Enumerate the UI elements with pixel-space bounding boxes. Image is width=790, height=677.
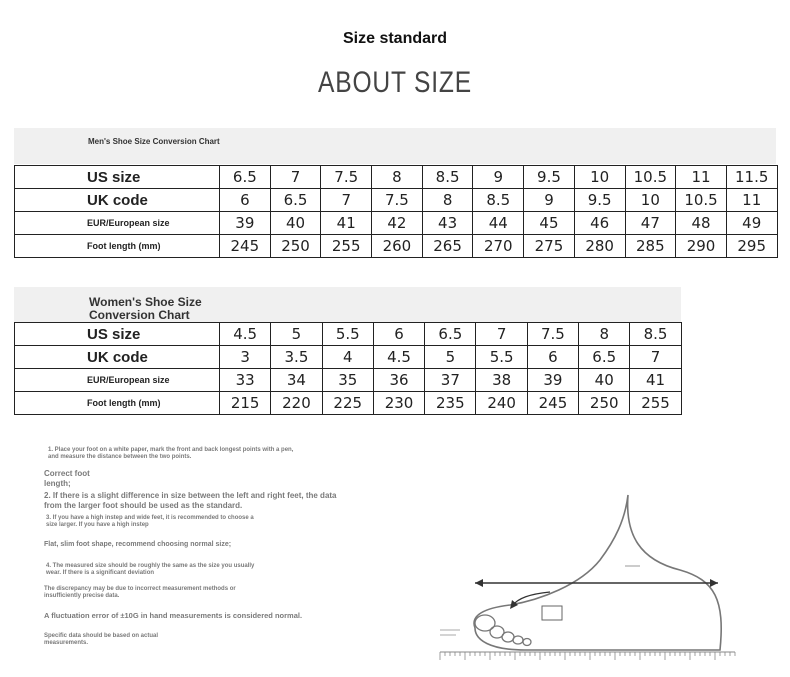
table-cell: 7 [476,323,527,346]
table-cell: 45 [524,212,575,235]
table-row [15,346,682,369]
table-cell: 6.5 [270,189,321,212]
table-cell: 7 [270,166,321,189]
table-cell: 230 [373,392,424,415]
table-cell: 44 [473,212,524,235]
table-cell: 6 [373,323,424,346]
table-row [15,392,682,415]
table-cell: 35 [322,369,373,392]
table-cell: 8 [372,166,423,189]
table-row [15,166,778,189]
table-cell: 34 [271,369,322,392]
instruction-fluctuation: A fluctuation error of ±10G in hand measurements is considered normal. [44,611,303,620]
table-cell: 10.5 [625,166,676,189]
table-cell: 6 [527,346,578,369]
table-cell: 4 [322,346,373,369]
table-cell: 37 [425,369,476,392]
table-cell: 9 [473,166,524,189]
table-row [15,212,778,235]
table-cell: 265 [422,235,473,258]
table-row [15,369,682,392]
row-label: US size [15,323,220,346]
table-cell: 280 [574,235,625,258]
table-cell: 7.5 [321,166,372,189]
instruction-specific: Specific data should be based on actual measurements. [44,633,159,647]
table-cell: 7.5 [527,323,578,346]
table-cell: 8 [579,323,630,346]
table-cell: 49 [726,212,777,235]
table-cell: 7.5 [372,189,423,212]
row-label: UK code [15,346,220,369]
page-title: Size standard [342,30,448,47]
instruction-step-2: 2. If there is a slight difference in size between the left and right feet, the data from the larger foot should be used as the standard. [44,491,337,510]
instruction-step-3: 3. If you have a high instep and wide feet, it is recommended to choose a size larger. If you have a high instep [46,515,254,529]
table-cell: 9 [524,189,575,212]
table-cell: 11 [726,189,777,212]
table-cell: 11.5 [726,166,777,189]
instruction-discrepancy: The discrepancy may be due to incorrect measurement methods or insufficiently precise data. [44,586,236,600]
table-cell: 42 [372,212,423,235]
table-cell: 7 [630,346,681,369]
mens-table-caption: Men's Shoe Size Conversion Chart [88,137,220,146]
row-label: UK code [15,189,220,212]
row-label: EUR/European size [15,369,220,392]
table-cell: 260 [372,235,423,258]
table-cell: 6.5 [220,166,271,189]
table-cell: 46 [574,212,625,235]
table-cell: 8 [422,189,473,212]
table-cell: 275 [524,235,575,258]
table-cell: 5 [425,346,476,369]
table-cell: 5.5 [476,346,527,369]
table-cell: 250 [270,235,321,258]
table-cell: 36 [373,369,424,392]
table-cell: 10 [574,166,625,189]
table-cell: 3.5 [271,346,322,369]
ruler-ticks [440,652,735,660]
table-cell: 9.5 [524,166,575,189]
foot-measurement-illustration [430,490,750,665]
instruction-flat-foot: Flat, slim foot shape, recommend choosing normal size; [44,541,232,548]
table-cell: 8.5 [422,166,473,189]
table-cell: 7 [321,189,372,212]
table-cell: 6.5 [425,323,476,346]
table-cell: 10.5 [676,189,727,212]
womens-table-caption: Women's Shoe Size Conversion Chart [89,295,202,322]
mens-size-table [14,165,778,258]
table-cell: 250 [579,392,630,415]
table-cell: 10 [625,189,676,212]
table-cell: 41 [321,212,372,235]
page-subtitle: ABOUT SIZE [317,66,473,99]
table-cell: 8.5 [630,323,681,346]
table-cell: 255 [630,392,681,415]
row-label: Foot length (mm) [15,392,220,415]
table-cell: 5 [271,323,322,346]
table-cell: 4.5 [373,346,424,369]
row-label: Foot length (mm) [15,235,220,258]
table-cell: 39 [220,212,271,235]
instruction-step-4: 4. The measured size should be roughly the same as the size you usually wear. If there is a significant deviation [46,563,255,577]
table-row [15,235,778,258]
table-cell: 255 [321,235,372,258]
table-cell: 47 [625,212,676,235]
table-cell: 6 [220,189,271,212]
table-cell: 9.5 [574,189,625,212]
table-cell: 220 [271,392,322,415]
table-cell: 48 [676,212,727,235]
table-row [15,189,778,212]
table-cell: 240 [476,392,527,415]
table-cell: 38 [476,369,527,392]
table-cell: 215 [220,392,271,415]
table-cell: 285 [625,235,676,258]
table-cell: 33 [220,369,271,392]
instruction-step-1: 1. Place your foot on a white paper, mark the front and back longest points with a pen, and measure the distance between the two points. [48,447,294,461]
table-cell: 235 [425,392,476,415]
table-cell: 270 [473,235,524,258]
table-cell: 6.5 [579,346,630,369]
womens-size-table [14,322,682,415]
table-cell: 3 [220,346,271,369]
table-row [15,323,682,346]
table-cell: 40 [270,212,321,235]
table-cell: 11 [676,166,727,189]
table-cell: 41 [630,369,681,392]
table-cell: 8.5 [473,189,524,212]
table-cell: 40 [579,369,630,392]
instruction-correct-foot: Correct foot length; [44,469,90,488]
table-cell: 4.5 [220,323,271,346]
row-label: EUR/European size [15,212,220,235]
table-cell: 225 [322,392,373,415]
table-cell: 5.5 [322,323,373,346]
table-cell: 245 [220,235,271,258]
table-cell: 290 [676,235,727,258]
table-cell: 43 [422,212,473,235]
table-cell: 295 [726,235,777,258]
table-cell: 245 [527,392,578,415]
row-label: US size [15,166,220,189]
table-cell: 39 [527,369,578,392]
